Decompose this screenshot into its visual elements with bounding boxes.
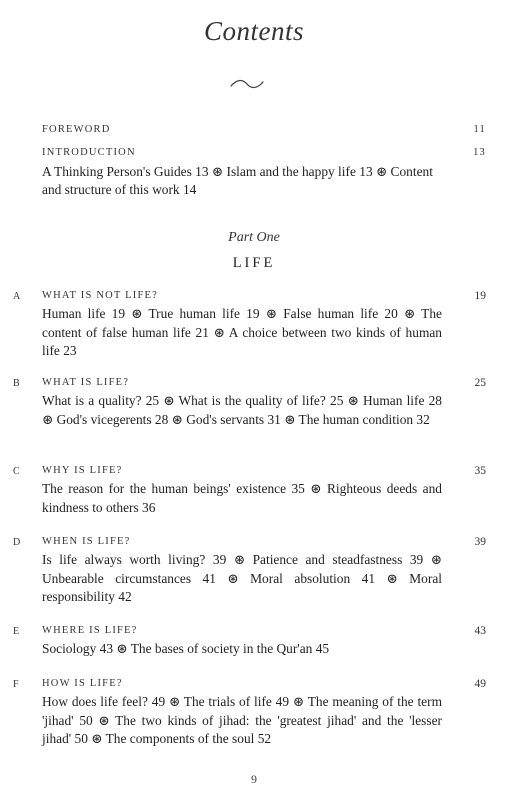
page-number: 9	[251, 772, 257, 786]
entry-heading: WHEN IS LIFE?	[42, 536, 131, 547]
entry-letter: F	[13, 679, 20, 690]
entry-page: 49	[474, 678, 486, 690]
entry-subentries: Human life 19 ⊛ True human life 19 ⊛ False human life 20 ⊛ The content of false human life 21 ⊛ A choice between two kinds of human life 23	[42, 306, 442, 358]
entry-heading: WHAT IS NOT LIFE?	[42, 290, 158, 301]
part-label: Part One	[228, 230, 280, 245]
toc-entry-foreword[interactable]	[42, 124, 486, 140]
entry-letter: A	[13, 291, 21, 302]
entry-letter: D	[13, 537, 21, 548]
foreword-page: 11	[473, 124, 486, 135]
entry-page: 43	[474, 625, 486, 637]
entry-subentries: The reason for the human beings' existence 35 ⊛ Righteous deeds and kindness to others 36	[42, 481, 442, 515]
entry-page: 35	[474, 465, 486, 477]
foreword-label: FOREWORD	[42, 124, 111, 135]
entry-subentries: What is a quality? 25 ⊛ What is the quality of life? 25 ⊛ Human life 28 ⊛ God's vicegerents 28 ⊛ God's servants 31 ⊛ The human condition 32	[42, 393, 442, 427]
entry-heading: WHY IS LIFE?	[42, 465, 123, 476]
entry-letter: B	[13, 378, 21, 389]
entry-letter: E	[13, 626, 20, 637]
entry-subentries: Sociology 43 ⊛ The bases of society in the Qur'an 45	[42, 641, 330, 656]
part-title: LIFE	[232, 255, 276, 271]
front-matter	[42, 124, 486, 199]
page-title: Contents	[203, 16, 304, 46]
introduction-page: 13	[473, 147, 486, 158]
entry-subentries: Is life always worth living? 39 ⊛ Patience and steadfastness 39 ⊛ Unbearable circumstances 41 ⊛ Moral absolution 41 ⊛ Moral responsibility 42	[42, 552, 442, 604]
introduction-subentries: A Thinking Person's Guides 13 ⊛ Islam and the happy life 13 ⊛ Content and structure of this work 14	[42, 164, 433, 197]
entry-page: 39	[474, 536, 486, 548]
introduction-label: INTRODUCTION	[42, 147, 136, 158]
entry-heading: WHERE IS LIFE?	[42, 625, 138, 636]
entry-heading: HOW IS LIFE?	[42, 678, 123, 689]
entry-subentries: How does life feel? 49 ⊛ The trials of life 49 ⊛ The meaning of the term 'jihad' 50 ⊛ The two kinds of jihad: the 'greatest jihad' and the 'lesser jihad' 50 ⊛ The components of the soul 52	[42, 694, 442, 746]
entry-page: 25	[474, 377, 486, 389]
toc-entry-introduction[interactable]	[42, 147, 486, 163]
entry-page: 19	[474, 290, 486, 302]
entry-heading: WHAT IS LIFE?	[42, 377, 130, 388]
entry-letter: C	[13, 466, 21, 477]
ornament-swash-icon	[229, 76, 265, 92]
